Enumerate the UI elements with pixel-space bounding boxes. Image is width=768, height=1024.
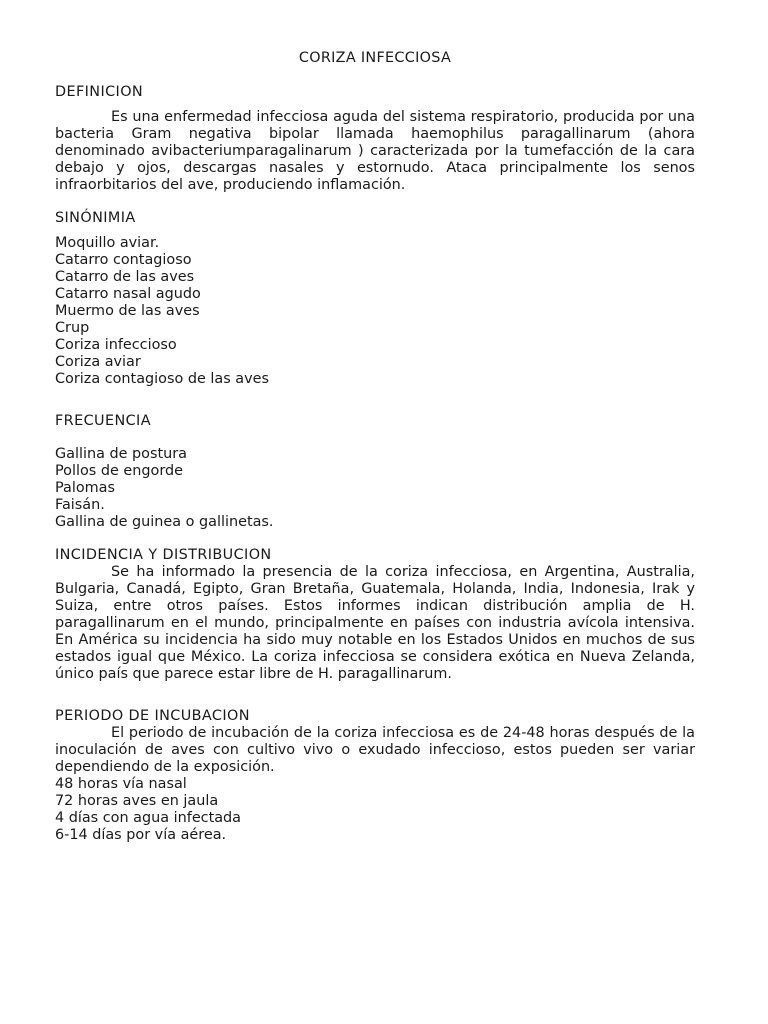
list-item: 4 días con agua infectada (55, 810, 241, 826)
section-incubacion (55, 708, 695, 844)
sinonimia-list (55, 235, 695, 388)
definicion-paragraph: Es una enfermedad infecciosa aguda del sistema respiratorio, producida por una bacteria Gram negativa bipolar llamada haemophilus paragallinarum (ahora denominado avibacteriumparagalinarum ) caracterizada por la tumefacción de la cara debajo y ojos, descargas nasales y estornudo. Ataca principalmente los senos infraorbitarios del ave, produciendo inflamación. (55, 109, 695, 193)
list-item: Catarro de las aves (55, 269, 195, 285)
section-heading: FRECUENCIA (55, 413, 151, 429)
list-item: Catarro nasal agudo (55, 286, 201, 302)
incubacion-paragraph: El periodo de incubación de la coriza infecciosa es de 24-48 horas después de la inoculación de aves con cultivo vivo o exudado infeccioso, estos pueden ser variar dependiendo de la exposición. (55, 725, 695, 775)
section-incidencia (55, 547, 695, 683)
list-item: Coriza contagioso de las aves (55, 371, 269, 387)
list-item: Crup (55, 320, 90, 336)
list-item: Faisán. (55, 497, 105, 513)
document-page (55, 50, 695, 844)
incubacion-list (55, 776, 695, 844)
list-item: 48 horas vía nasal (55, 776, 187, 792)
section-definicion (55, 84, 695, 194)
section-heading: SINÓNIMIA (55, 210, 136, 226)
list-item: Gallina de guinea o gallinetas. (55, 514, 274, 530)
list-item: Catarro contagioso (55, 252, 192, 268)
section-sinonimia (55, 210, 695, 388)
list-item: Coriza aviar (55, 354, 141, 370)
incidencia-paragraph: Se ha informado la presencia de la coriza infecciosa, en Argentina, Australia, Bulgaria, Canadá, Egipto, Gran Bretaña, Guatemala, Holanda, India, Indonesia, Irak y Suiza, entre otros países. Estos informes indican distribución amplia de H. paragallinarum en el mundo, principalmente en países con industria avícola intensiva. En América su incidencia ha sido muy notable en los Estados Unidos en muchos de sus estados igual que México. La coriza infecciosa se considera exótica en Nueva Zelanda, único país que parece estar libre de H. paragallinarum. (55, 564, 695, 682)
section-heading: INCIDENCIA Y DISTRIBUCION (55, 547, 272, 563)
list-item: Moquillo aviar. (55, 235, 160, 251)
list-item: Coriza infeccioso (55, 337, 177, 353)
list-item: Muermo de las aves (55, 303, 200, 319)
list-item: Gallina de postura (55, 446, 187, 462)
section-heading: PERIODO DE INCUBACION (55, 708, 250, 724)
section-heading: DEFINICION (55, 84, 144, 100)
section-frecuencia (55, 413, 695, 531)
document-title: CORIZA INFECCIOSA (298, 50, 452, 66)
list-item: 6-14 días por vía aérea. (55, 827, 227, 843)
list-item: Palomas (55, 480, 115, 496)
list-item: 72 horas aves en jaula (55, 793, 219, 809)
frecuencia-list (55, 446, 695, 531)
list-item: Pollos de engorde (55, 463, 183, 479)
